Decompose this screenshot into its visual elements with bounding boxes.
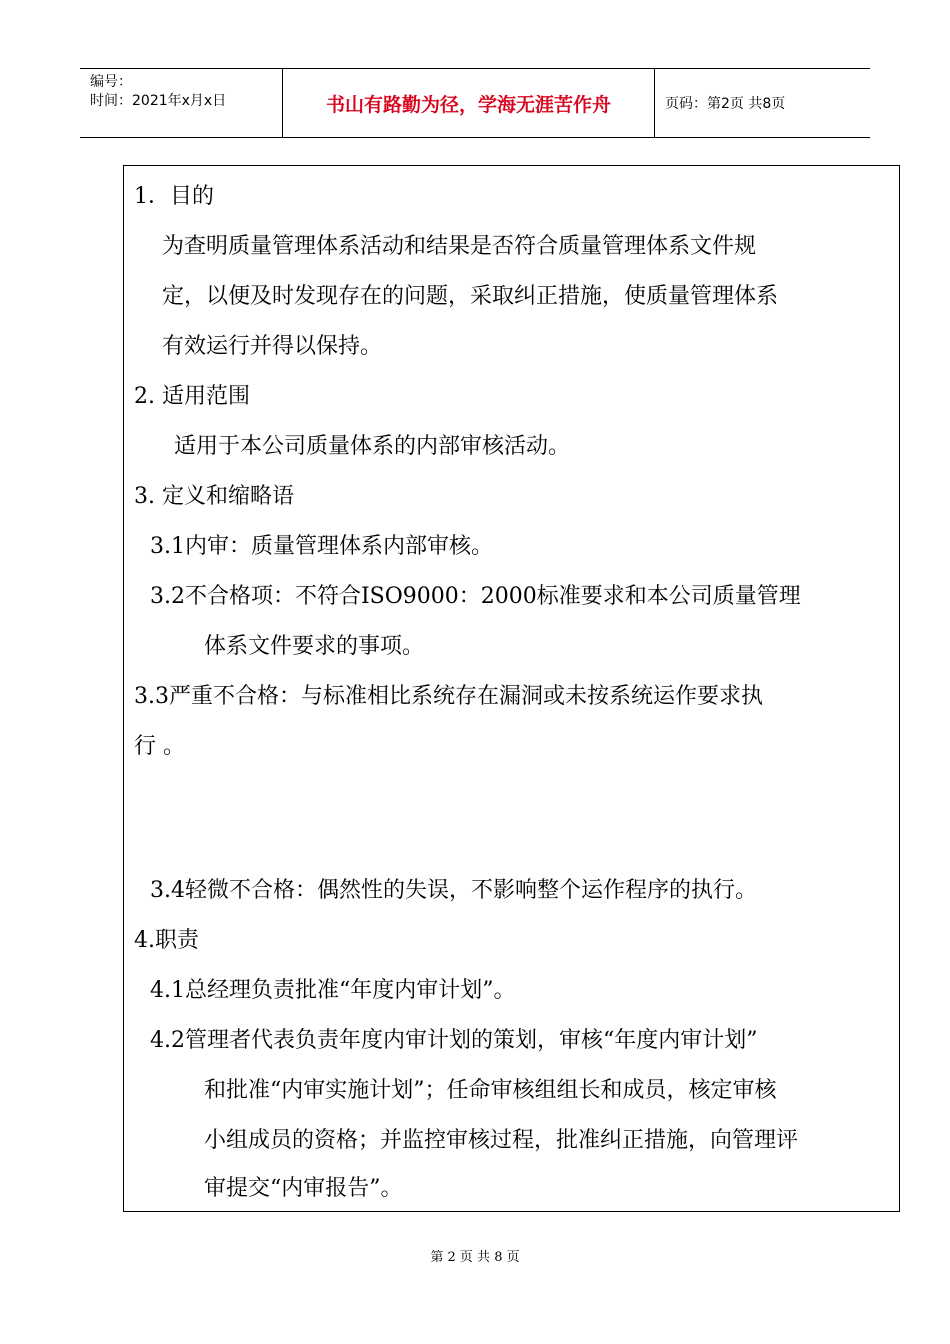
section-2-text: 适用于本公司质量体系的内部审核活动。 bbox=[174, 434, 571, 459]
section-1-text-line-2: 定，以便及时发现存在的问题，采取纠正措施，使质量管理体系 bbox=[162, 284, 779, 309]
item-4-2-line-3: 小组成员的资格；并监控审核过程，批准纠正措施，向管理评 bbox=[204, 1128, 799, 1153]
item-3-4: 3.4轻微不合格：偶然性的失误，不影响整个运作程序的执行。 bbox=[150, 878, 757, 903]
section-2-heading: 2. 适用范围 bbox=[134, 384, 250, 409]
item-3-1: 3.1内审：质量管理体系内部审核。 bbox=[150, 534, 493, 559]
item-3-3-line-1: 3.3严重不合格：与标准相比系统存在漏洞或未按系统运作要求执 bbox=[134, 684, 763, 709]
content-box bbox=[123, 165, 900, 1212]
section-1-heading: 1．目的 bbox=[134, 184, 214, 209]
header-page-info: 页码：第2页 共8页 bbox=[665, 96, 786, 112]
item-4-2-line-1: 4.2管理者代表负责年度内审计划的策划，审核“年度内审计划” bbox=[150, 1028, 758, 1053]
item-3-3-line-2: 行 。 bbox=[134, 734, 185, 759]
item-4-2-line-4: 审提交“内审报告”。 bbox=[204, 1176, 403, 1201]
document-number-label: 编号： bbox=[90, 74, 132, 90]
item-4-1: 4.1总经理负责批准“年度内审计划”。 bbox=[150, 978, 516, 1003]
section-3-heading: 3. 定义和缩略语 bbox=[134, 484, 294, 509]
document-header bbox=[80, 68, 870, 138]
item-4-2-line-2: 和批准“内审实施计划”；任命审核组组长和成员，核定审核 bbox=[204, 1078, 777, 1103]
header-slogan: 书山有路勤为径，学海无涯苦作舟 bbox=[283, 69, 655, 137]
document-date: 时间：2021年x月x日 bbox=[90, 93, 227, 109]
page-footer: 第 2 页 共 8 页 bbox=[430, 1250, 520, 1265]
section-1-text-line-1: 为查明质量管理体系活动和结果是否符合质量管理体系文件规 bbox=[162, 234, 757, 259]
header-meta-cell bbox=[80, 69, 283, 137]
section-1-text-line-3: 有效运行并得以保持。 bbox=[162, 334, 383, 359]
item-3-2-line-2: 体系文件要求的事项。 bbox=[204, 634, 425, 659]
item-3-2-line-1: 3.2不合格项：不符合ISO9000：2000标准要求和本公司质量管理 bbox=[150, 584, 801, 609]
section-4-heading: 4.职责 bbox=[134, 928, 199, 953]
